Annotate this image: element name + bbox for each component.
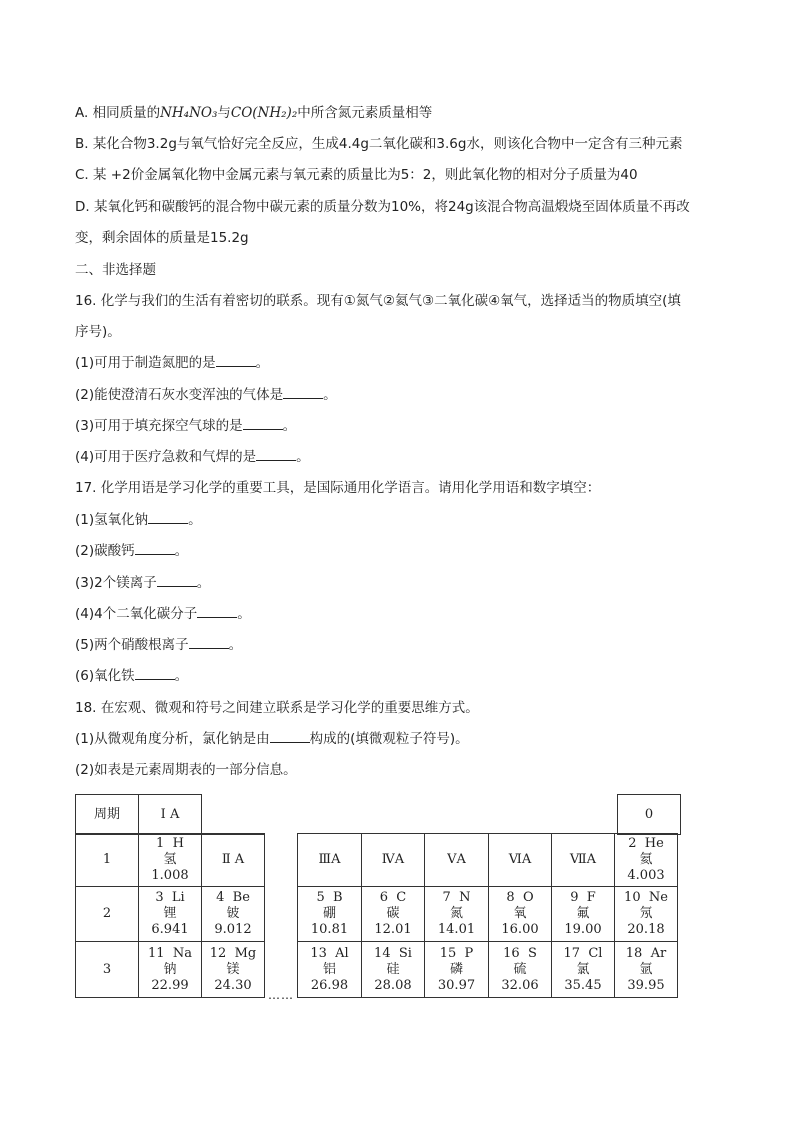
period-3: 3 xyxy=(76,942,139,998)
q16-item-3: (3)可用于填充探空气球的是 。 xyxy=(75,418,297,434)
header-group-iiia: ⅢA xyxy=(298,834,362,887)
periodic-table-right xyxy=(297,833,678,998)
answer-blank[interactable] xyxy=(157,574,197,587)
element-cl: 17 Cl 氯 35.45 xyxy=(552,942,615,998)
q17-item-5: (5)两个硝酸根离子 。 xyxy=(75,637,243,653)
element-f: 9 F 氟 19.00 xyxy=(552,887,615,942)
header-group-iia: Ⅱ A xyxy=(202,834,265,887)
header-period: 周期 xyxy=(76,795,139,835)
q16-item-2: (2)能使澄清石灰水变浑浊的气体是 。 xyxy=(75,387,337,403)
section-title: 二、非选择题 xyxy=(75,262,156,278)
q16-item-1: (1)可用于制造氮肥的是 。 xyxy=(75,355,270,371)
element-p: 15 P 磷 30.97 xyxy=(425,942,489,998)
element-ne: 10 Ne 氖 20.18 xyxy=(615,887,678,942)
q18-item-2: (2)如表是元素周期表的一部分信息。 xyxy=(75,762,297,778)
option-a-suffix: 中所含氮元素质量相等 xyxy=(297,105,433,121)
header-group-via: ⅥA xyxy=(489,834,552,887)
option-a xyxy=(75,104,432,122)
answer-blank[interactable] xyxy=(216,354,256,367)
header-group-ia: Ⅰ A xyxy=(139,795,202,835)
element-he: 2 He 氦 4.003 xyxy=(615,834,678,887)
formula-urea: CO(NH₂)₂ xyxy=(230,105,298,121)
periodic-table-left-body xyxy=(75,833,265,998)
q18-item-1: (1)从微观角度分析，氯化钠是由 构成的(填微观粒子符号)。 xyxy=(75,731,469,747)
option-b: B. 某化合物3.2g与氧气恰好完全反应，生成4.4g二氧化碳和3.6g水，则该化合物中一定含有三种元素 xyxy=(75,136,683,152)
element-na: 11 Na 钠 22.99 xyxy=(139,942,202,998)
period-2: 2 xyxy=(76,887,139,942)
period-1: 1 xyxy=(76,834,139,887)
element-h: 1 H 氢 1.008 xyxy=(139,834,202,887)
answer-blank[interactable] xyxy=(148,511,188,524)
header-group-0-box xyxy=(617,794,681,835)
element-b: 5 B 硼 10.81 xyxy=(298,887,362,942)
q17-item-2: (2)碳酸钙 。 xyxy=(75,543,189,559)
answer-blank[interactable] xyxy=(197,605,237,618)
option-d-line1: D. 某氧化钙和碳酸钙的混合物中碳元素的质量分数为10%，将24g该混合物高温煅烧至固体质量不再改 xyxy=(75,199,690,215)
element-n: 7 N 氮 14.01 xyxy=(425,887,489,942)
q17-stem: 17. 化学用语是学习化学的重要工具，是国际通用化学语言。请用化学用语和数字填空： xyxy=(75,480,601,496)
element-li: 3 Li 锂 6.941 xyxy=(139,887,202,942)
header-group-0: 0 xyxy=(618,795,681,835)
element-al: 13 Al 铝 26.98 xyxy=(298,942,362,998)
q16-item-4: (4)可用于医疗急救和气焊的是 。 xyxy=(75,449,310,465)
option-a-mid: 与 xyxy=(217,105,231,121)
answer-blank[interactable] xyxy=(243,417,283,430)
option-d-line2: 变，剩余固体的质量是15.2g xyxy=(75,230,249,246)
q18-stem: 18. 在宏观、微观和符号之间建立联系是学习化学的重要思维方式。 xyxy=(75,700,479,716)
element-be: 4 Be 铍 9.012 xyxy=(202,887,265,942)
answer-blank[interactable] xyxy=(283,386,323,399)
q17-item-4: (4)4个二氧化碳分子 。 xyxy=(75,606,251,622)
q16-stem-line2: 序号)。 xyxy=(75,324,121,340)
element-s: 16 S 硫 32.06 xyxy=(489,942,552,998)
periodic-table-left xyxy=(75,794,264,835)
answer-blank[interactable] xyxy=(135,542,175,555)
answer-blank[interactable] xyxy=(256,448,296,461)
option-a-prefix: A. 相同质量的 xyxy=(75,105,161,121)
answer-blank[interactable] xyxy=(270,730,310,743)
element-o: 8 O 氧 16.00 xyxy=(489,887,552,942)
option-c: C. 某 +2价金属氧化物中金属元素与氧元素的质量比为5：2，则此氧化物的相对分子质量为40 xyxy=(75,167,638,183)
q16-stem-line1: 16. 化学与我们的生活有着密切的联系。现有①氮气②氦气③二氧化碳④氧气，选择适当的物质填空(填 xyxy=(75,293,681,309)
element-si: 14 Si 硅 28.08 xyxy=(362,942,425,998)
element-mg: 12 Mg 镁 24.30 xyxy=(202,942,265,998)
answer-blank[interactable] xyxy=(135,667,175,680)
ellipsis: …… xyxy=(268,988,294,1002)
formula-ammonium-nitrate: NH₄NO₃ xyxy=(160,105,218,121)
header-group-viia: ⅦA xyxy=(552,834,615,887)
q17-item-6: (6)氧化铁 。 xyxy=(75,668,189,684)
element-c: 6 C 碳 12.01 xyxy=(362,887,425,942)
header-group-iva: ⅣA xyxy=(362,834,425,887)
q17-item-3: (3)2个镁离子 。 xyxy=(75,575,211,591)
element-ar: 18 Ar 氩 39.95 xyxy=(615,942,678,998)
q17-item-1: (1)氢氧化钠 。 xyxy=(75,512,202,528)
header-group-va: ⅤA xyxy=(425,834,489,887)
answer-blank[interactable] xyxy=(189,636,229,649)
